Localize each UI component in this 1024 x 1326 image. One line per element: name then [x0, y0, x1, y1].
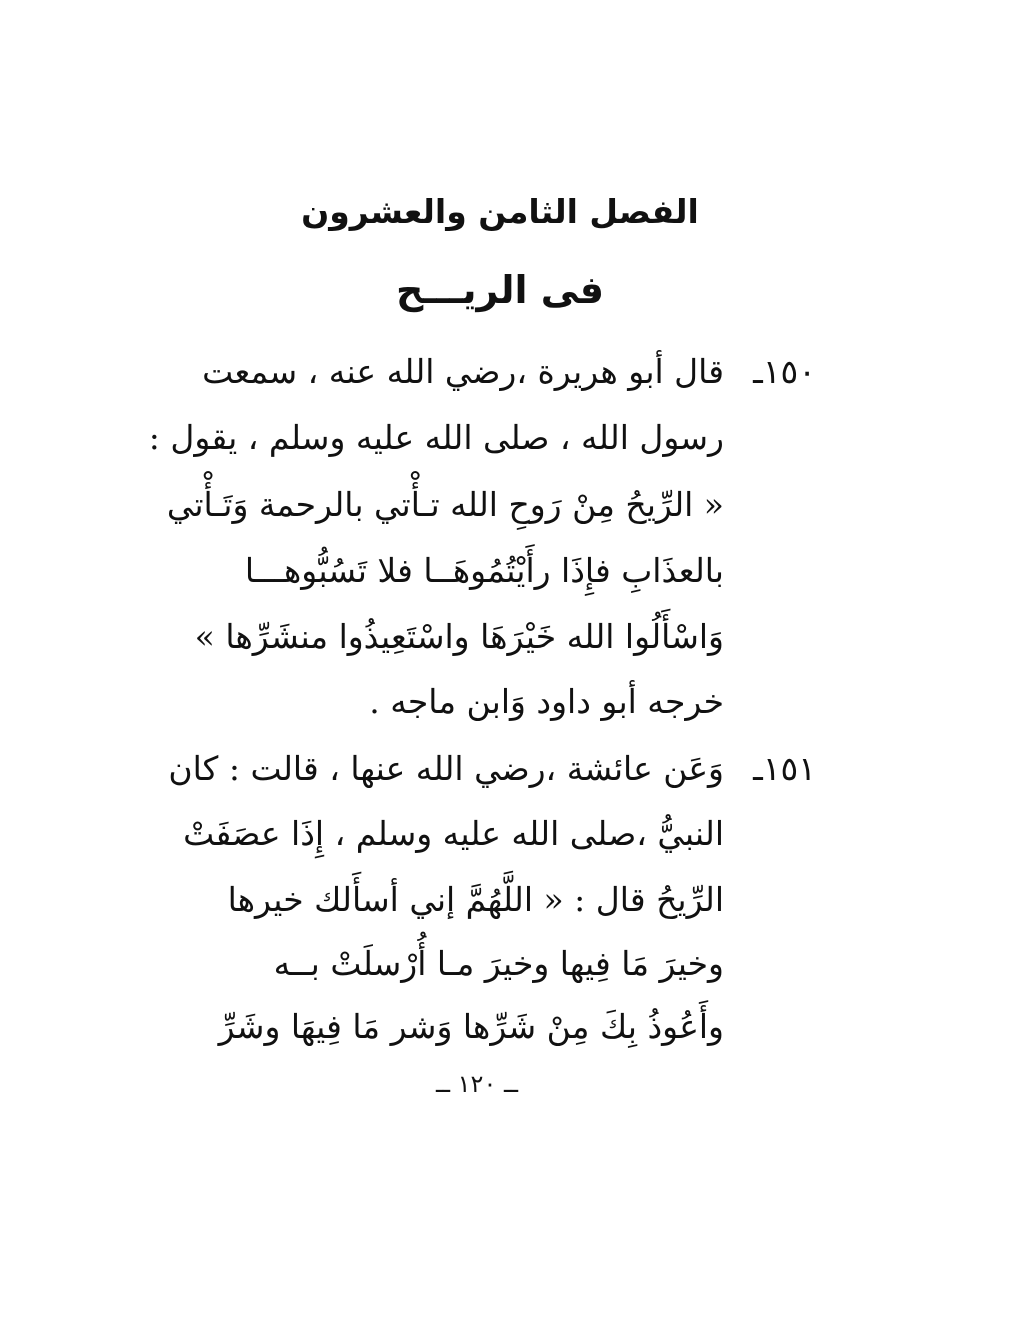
- hadith-text-line: الرِّيحُ قال : « اللَّهُمَّ إني أسأَلك خيرها: [227, 880, 724, 919]
- hadith-text-line: بالعذَابِ فإِذَا رأَيْتُمُوهَــا فلا تَسُبُّوهـــا: [244, 551, 724, 590]
- page-number: ــ ١٢٠ ــ: [435, 1070, 519, 1098]
- hadith-text-line: « الرِّيحُ مِنْ رَوحِ الله تـأْتي بالرحمة وَتَـأْتي: [166, 485, 724, 524]
- hadith-number: ١٥١ـ: [753, 749, 816, 788]
- chapter-title: الفصل الثامن والعشرون: [301, 192, 699, 231]
- hadith-text-line: وأَعُوذُ بِكَ مِنْ شَرِّها وَشر مَا فِيهَا وشَرِّ: [218, 1007, 724, 1046]
- hadith-number: ١٥٠ـ: [753, 352, 816, 391]
- hadith-text-line: النبيُّ ،صلى الله عليه وسلم ، إِذَا عصَفَتْ: [183, 814, 724, 853]
- hadith-text-line: خرجه أبو داود وَابن ماجه .: [369, 682, 724, 721]
- chapter-subtitle: فى الريـــح: [395, 268, 605, 312]
- hadith-text-line: وَعَن عائشة ،رضي الله عنها ، قالت : كان: [168, 749, 724, 788]
- hadith-text-line: قال أبو هريرة ،رضي الله عنه ، سمعت: [202, 352, 724, 391]
- hadith-text-line: وَاسْأَلُوا الله خَيْرَهَا واسْتَعِيذُوا منشَرِّها »: [194, 617, 724, 656]
- hadith-text-line: وخيرَ مَا فِيها وخيرَ مـا أُرْسلَتْ بــه: [273, 944, 724, 983]
- hadith-text-line: رسول الله ، صلى الله عليه وسلم ، يقول :: [148, 418, 724, 457]
